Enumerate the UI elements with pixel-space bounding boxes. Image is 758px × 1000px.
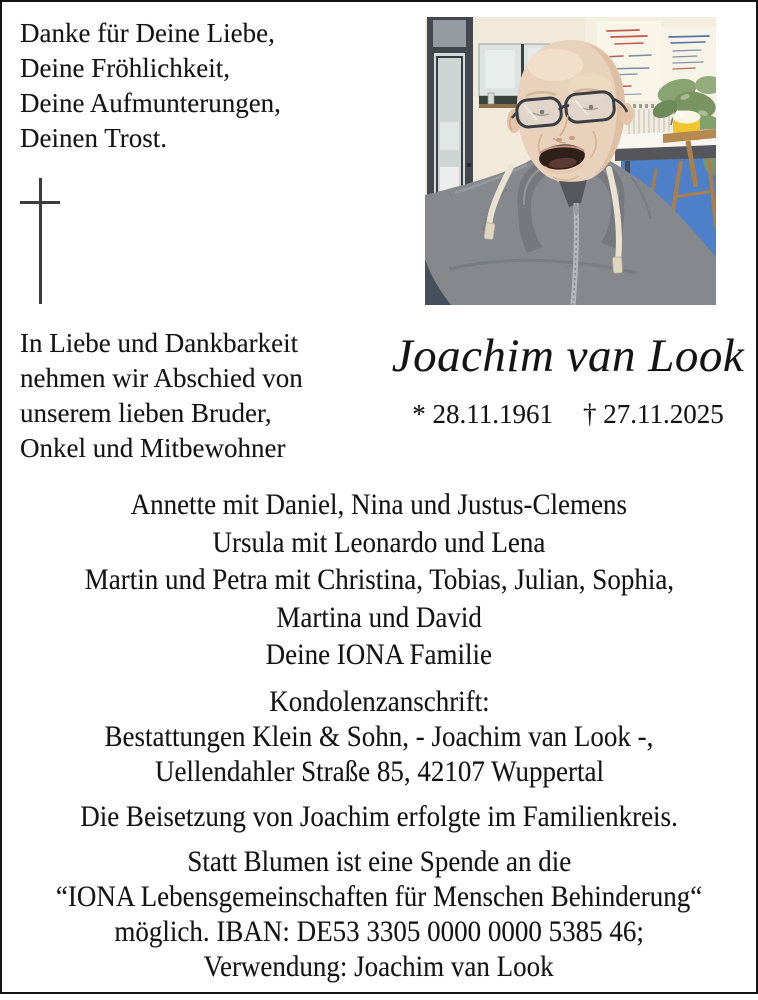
text-line: Deinen Trost. xyxy=(20,123,168,153)
text-line: Statt Blumen ist eine Spende an die xyxy=(187,845,571,878)
family-names xyxy=(2,486,756,674)
memorial-cross-icon xyxy=(39,178,42,304)
condolence-address xyxy=(2,684,756,789)
life-dates xyxy=(387,398,749,431)
text-line: Deine IONA Familie xyxy=(265,638,493,671)
text-line: Annette mit Daniel, Nina und Justus-Clemens xyxy=(130,488,628,521)
text-line: unserem lieben Bruder, xyxy=(20,398,272,428)
birth-date: * 28.11.1961 xyxy=(412,399,553,429)
burial-notice xyxy=(2,799,756,834)
text-line: Uellendahler Straße 85, 42107 Wuppertal xyxy=(154,755,604,788)
text-line: Martin und Petra mit Christina, Tobias, Julian, Sophia, xyxy=(84,563,674,596)
death-date: † 27.11.2025 xyxy=(583,399,724,429)
portrait-photo-graphic xyxy=(425,17,716,305)
portrait-photo xyxy=(425,17,716,305)
text-line: möglich. IBAN: DE53 3305 0000 0000 5385 46; xyxy=(114,915,644,948)
text-line: Onkel und Mitbewohner xyxy=(20,433,286,463)
text-line: Verwendung: Joachim van Look xyxy=(203,950,555,983)
text-line: Deine Aufmunterungen, xyxy=(20,88,281,118)
text-line: Martina und David xyxy=(276,600,482,634)
text-line: In Liebe und Dankbarkeit xyxy=(20,328,299,358)
text-line: nehmen wir Abschied von xyxy=(20,363,303,393)
text-line: Kondolenzanschrift: xyxy=(268,685,490,718)
donation-notice xyxy=(2,844,756,984)
deceased-name: Joachim van Look xyxy=(391,330,745,382)
text-line: Die Beisetzung von Joachim erfolgte im Familienkreis. xyxy=(80,800,678,833)
opening-text xyxy=(20,16,281,156)
farewell-text xyxy=(20,326,303,466)
memorial-cross-icon xyxy=(20,201,60,204)
text-line: “IONA Lebensgemeinschaften für Menschen Behinderung“ xyxy=(55,880,703,913)
text-line: Ursula mit Leonardo und Lena xyxy=(212,525,546,559)
text-line: Deine Fröhlichkeit, xyxy=(20,53,230,83)
text-line: Bestattungen Klein & Sohn, - Joachim van Look -, xyxy=(104,720,654,753)
text-line: Danke für Deine Liebe, xyxy=(20,18,275,48)
